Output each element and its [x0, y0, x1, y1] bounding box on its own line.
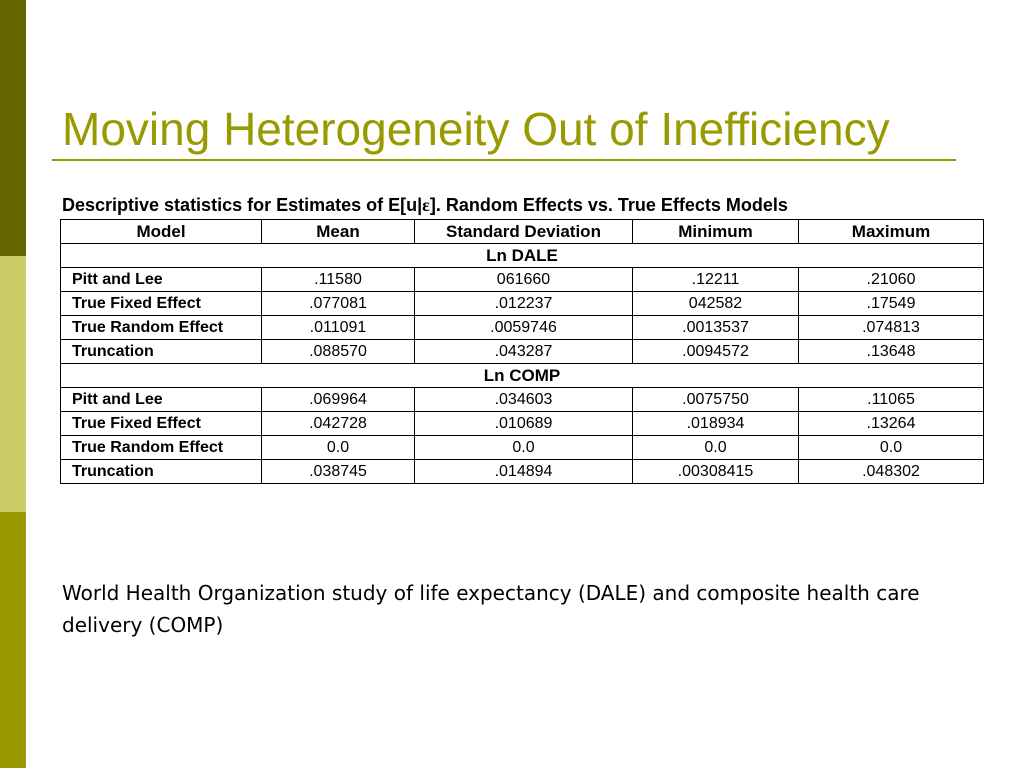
column-header-maximum: Maximum — [799, 220, 984, 244]
table-row — [61, 412, 984, 436]
cell-standard-deviation: .012237 — [415, 292, 633, 316]
title-underline — [52, 159, 956, 161]
group-row-ln-dale — [61, 244, 984, 268]
table-row — [61, 316, 984, 340]
cell-standard-deviation: .0059746 — [415, 316, 633, 340]
table-row — [61, 268, 984, 292]
cell-standard-deviation: .010689 — [415, 412, 633, 436]
cell-maximum: .17549 — [799, 292, 984, 316]
column-header-mean: Mean — [262, 220, 415, 244]
cell-model: True Fixed Effect — [61, 292, 262, 316]
cell-maximum: .13648 — [799, 340, 984, 364]
statistics-table — [60, 219, 984, 484]
group-label: Ln DALE — [61, 244, 984, 268]
cell-minimum: .0094572 — [633, 340, 799, 364]
cell-mean: .038745 — [262, 460, 415, 484]
sidebar-segment-middle — [0, 256, 26, 512]
cell-mean: .088570 — [262, 340, 415, 364]
caption-prefix: Descriptive statistics for Estimates of E[u| — [62, 195, 423, 215]
table-row — [61, 292, 984, 316]
cell-mean: .011091 — [262, 316, 415, 340]
cell-standard-deviation: 061660 — [415, 268, 633, 292]
cell-minimum: 042582 — [633, 292, 799, 316]
cell-minimum: .018934 — [633, 412, 799, 436]
table-row — [61, 340, 984, 364]
cell-model: True Fixed Effect — [61, 412, 262, 436]
cell-minimum: .00308415 — [633, 460, 799, 484]
table-header-row — [61, 220, 984, 244]
cell-maximum: .13264 — [799, 412, 984, 436]
cell-model: True Random Effect — [61, 316, 262, 340]
cell-standard-deviation: .043287 — [415, 340, 633, 364]
cell-maximum: .11065 — [799, 388, 984, 412]
cell-model: True Random Effect — [61, 436, 262, 460]
cell-mean: .077081 — [262, 292, 415, 316]
cell-standard-deviation: 0.0 — [415, 436, 633, 460]
study-footnote: World Health Organization study of life expectancy (DALE) and composite health care delivery (COMP) — [62, 581, 920, 637]
cell-mean: .11580 — [262, 268, 415, 292]
cell-minimum: .12211 — [633, 268, 799, 292]
sidebar-segment-bottom — [0, 512, 26, 768]
sidebar-segment-top — [0, 0, 26, 256]
cell-model: Pitt and Lee — [61, 268, 262, 292]
cell-mean: .069964 — [262, 388, 415, 412]
cell-minimum: 0.0 — [633, 436, 799, 460]
column-header-model: Model — [61, 220, 262, 244]
cell-maximum: .21060 — [799, 268, 984, 292]
table-row — [61, 460, 984, 484]
sidebar-accent-bar — [0, 0, 26, 768]
cell-maximum: .074813 — [799, 316, 984, 340]
cell-standard-deviation: .014894 — [415, 460, 633, 484]
table-row — [61, 436, 984, 460]
cell-standard-deviation: .034603 — [415, 388, 633, 412]
group-label: Ln COMP — [61, 364, 984, 388]
cell-minimum: .0075750 — [633, 388, 799, 412]
cell-model: Truncation — [61, 460, 262, 484]
caption-epsilon: ε — [422, 195, 430, 215]
column-header-minimum: Minimum — [633, 220, 799, 244]
group-row-ln-comp — [61, 364, 984, 388]
cell-mean: .042728 — [262, 412, 415, 436]
cell-maximum: 0.0 — [799, 436, 984, 460]
table-caption — [62, 194, 788, 216]
cell-model: Truncation — [61, 340, 262, 364]
table-row — [61, 388, 984, 412]
cell-minimum: .0013537 — [633, 316, 799, 340]
slide-title: Moving Heterogeneity Out of Inefficiency — [62, 103, 890, 155]
cell-model: Pitt and Lee — [61, 388, 262, 412]
cell-mean: 0.0 — [262, 436, 415, 460]
column-header-standard-deviation: Standard Deviation — [415, 220, 633, 244]
cell-maximum: .048302 — [799, 460, 984, 484]
caption-suffix: ]. Random Effects vs. True Effects Models — [429, 195, 788, 215]
